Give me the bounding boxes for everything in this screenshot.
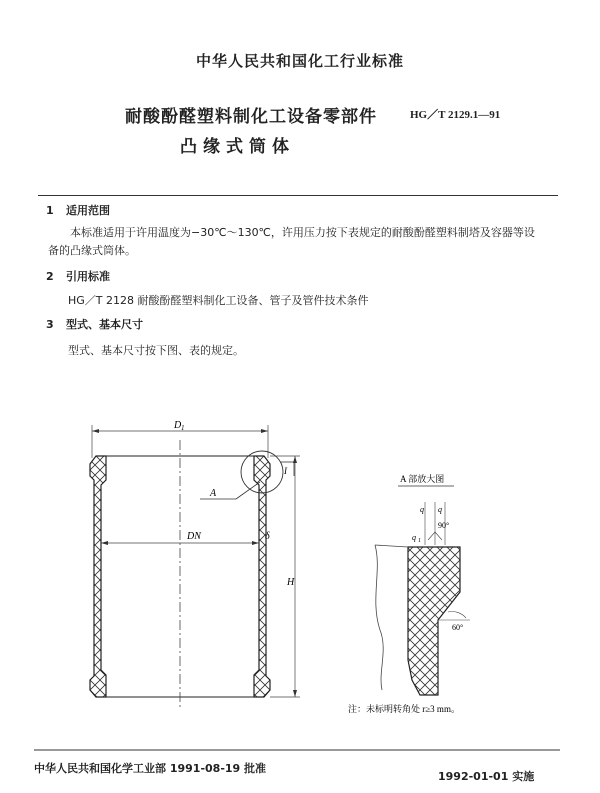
dn-label: DN xyxy=(187,531,201,542)
section-2-title: 引用标准 xyxy=(66,270,110,283)
section-1-title: 适用范围 xyxy=(66,204,110,217)
section-3-title: 型式、基本尺寸 xyxy=(66,318,143,331)
footer-effective-date: 1992-01-01 实施 xyxy=(438,770,535,783)
document-title: 耐酸酚醛塑料制化工设备零部件 xyxy=(125,107,377,127)
section-3-number: 3 xyxy=(46,318,54,331)
detail-title: A 部放大图 xyxy=(400,474,445,484)
d1-subscript: 1 xyxy=(181,424,185,432)
figure-note: 注：未标明转角处 r≥3 mm。 xyxy=(348,704,460,714)
q1-subscript: 1 xyxy=(418,538,421,544)
standard-header: 中华人民共和国化工行业标准 xyxy=(195,52,404,70)
angle-90-label: 90° xyxy=(438,521,450,530)
q-right-label: q xyxy=(438,505,442,514)
detail-ref-label: I xyxy=(284,466,287,476)
footer-issuer: 中华人民共和国化学工业部 1991-08-19 批准 xyxy=(34,762,267,775)
section-2-line-1: HG／T 2128 耐酸酚醛塑料制化工设备、管子及管件技术条件 xyxy=(68,294,369,307)
detail-section xyxy=(408,547,460,695)
section-1-line-1: 本标准适用于许用温度为−30℃～130℃，许用压力按下表规定的耐酸酚醛塑料制塔及容器等设 xyxy=(70,226,535,239)
section-2-number: 2 xyxy=(46,270,54,283)
section-1-line-2: 备的凸缘式筒体。 xyxy=(48,244,136,257)
h-label: H xyxy=(287,577,295,588)
standard-number: HG／T 2129.1—91 xyxy=(410,109,501,121)
d1-label: D xyxy=(174,420,182,431)
callout-label: A xyxy=(210,488,217,499)
section-3-line-1: 型式、基本尺寸按下图、表的规定。 xyxy=(68,344,244,357)
cylinder-left-wall xyxy=(90,456,106,697)
angle-60-label: 60° xyxy=(452,623,464,632)
q1-label: q xyxy=(412,533,416,542)
document-subtitle: 凸缘式筒体 xyxy=(180,137,295,157)
section-1-number: 1 xyxy=(46,204,54,217)
delta-label: δ xyxy=(265,531,270,542)
q-left-label: q xyxy=(420,505,424,514)
